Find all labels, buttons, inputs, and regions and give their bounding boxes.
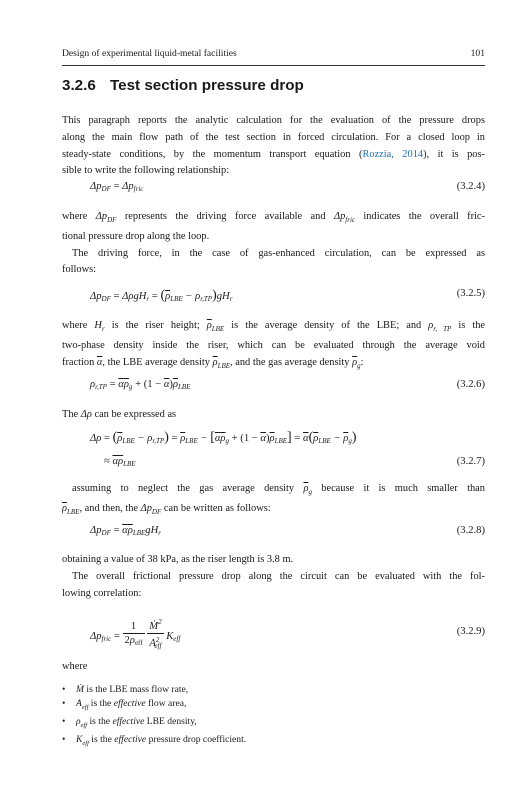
text-line: The overall frictional pressure drop along the circuit can be evaluated with the fol-	[72, 570, 485, 582]
text-line: assuming to neglect the gas average density $\overline{\rho}_g$ because it is much smaller than	[72, 483, 485, 497]
running-title: Design of experimental liquid-metal facilities	[62, 48, 237, 59]
section-heading	[62, 77, 304, 94]
list-item: • $\rho_{eff}$ is the effective LBE density,	[62, 715, 246, 733]
list-item: • $K_{eff}$ is the effective pressure drop coefficient.	[62, 733, 246, 751]
equation-number: (3.2.7)	[456, 456, 485, 467]
equation-3-2-5: $\Delta p_{DF} = \Delta\rho gH_r = (\overline{\rho}_{LBE} - \rho_{r,TP})gH_r$ (3.2.5)	[90, 288, 485, 303]
text-line: obtaining a value of 38 kPa, as the riser length is 3.8 m.	[62, 554, 294, 565]
equation-3-2-8: $\Delta p_{DF} = \overline{\alpha}\overline{\rho}_{LBE}gH_r$ (3.2.8)	[90, 525, 485, 537]
list-item: • Ṁ is the LBE mass flow rate,	[62, 683, 246, 697]
section-number: 3.2.6	[62, 77, 96, 94]
section-title: Test section pressure drop	[110, 77, 304, 94]
equation-number: (3.2.9)	[456, 626, 485, 637]
text-line: tional pressure drop along the loop.	[62, 230, 210, 242]
equation-number: (3.2.5)	[456, 288, 485, 299]
equation-3-2-9: $\Delta p_{fric}$ = $\frac{1}{2\rho_{eff}}$ $\frac{Ṁ^2}{A^2_{eff}}$ $K_{eff}$ (3.2.9)	[90, 618, 485, 650]
running-header	[62, 48, 485, 62]
equation-3-2-6: $\rho_{r,TP} = \overline{\alpha}\overline{\rho}_g + (1 - \overline{\alpha})\overline{\rho}_{LBE}$ (3.2.6)	[90, 379, 485, 391]
equation-3-2-4: $\Delta p_{DF} = \Delta p_{fric}$ (3.2.4)	[90, 181, 485, 193]
symbol-list	[62, 683, 246, 751]
equation-3-2-7: $\Delta\rho = (\overline{\rho}_{LBE} - \rho_{r,TP}) = \overline{\rho}_{LBE} - [\overline{\alpha}\overline{\rho}_g + (1 - \overline{\alpha})\overline{\rho}_{LBE}] = \overline{\alpha}(\overline{\rho}_{LBE} - \overline{\rho}_g)$ ≈ $\overline{\alpha}\overline{\rho}_{LBE}$ (3.2.7)	[90, 430, 485, 468]
text-line: two-phase density inside the riser, which can be evaluated through the average void	[62, 339, 485, 351]
text-line: along the main flow path of the test section in forced circulation. For a closed loop in	[62, 131, 485, 143]
paragraph-delta-rho	[62, 407, 485, 424]
text-line: lowing correlation:	[62, 587, 142, 599]
where-label: where	[62, 661, 88, 672]
text-line: sible to write the following relationship:	[62, 165, 230, 177]
page-number: 101	[470, 48, 485, 59]
text-line: The Δρ can be expressed as	[62, 409, 177, 420]
text-line: This paragraph reports the analytic calculation for the evaluation of the pressure drops	[62, 115, 485, 126]
intro-paragraph	[62, 113, 485, 180]
text-line: where $H_r$ is the riser height; $\overline{\rho}_{LBE}$ is the average density of the LBE; and $\rho_{r, TP}$ is the	[62, 320, 485, 334]
equation-number: (3.2.6)	[456, 379, 485, 390]
text-line: follows:	[62, 264, 97, 276]
text-line: fraction $\overline{\alpha}$, the LBE average density $\overline{\rho}_{LBE}$, and the gas average density $\overline{\rho}_g$:	[62, 356, 364, 370]
text-line: steady-state conditions, by the momentum transport equation (Rozzia, 2014), it is pos-	[62, 148, 485, 160]
paragraph-neglect-gas	[62, 481, 485, 521]
paragraph-riser	[62, 318, 485, 375]
header-rule	[62, 65, 485, 66]
paragraph-driving-force	[62, 209, 485, 279]
paragraph-frictional	[62, 552, 485, 602]
text-line: $\overline{\rho}_{LBE}$, and then, the $\Delta p_{DF}$ can be written as follows:	[62, 502, 271, 516]
equation-number: (3.2.4)	[456, 181, 485, 192]
citation-link[interactable]: Rozzia, 2014	[362, 148, 424, 160]
text-line: The driving force, in the case of gas-enhanced circulation, can be expressed as	[72, 247, 485, 259]
text-line: where $\Delta p_{DF}$ represents the driving force available and $\Delta p_{fric}$ indicates the overall fric-	[62, 211, 485, 225]
equation-number: (3.2.8)	[456, 525, 485, 536]
list-item: • $A_{eff}$ is the effective flow area,	[62, 697, 246, 715]
